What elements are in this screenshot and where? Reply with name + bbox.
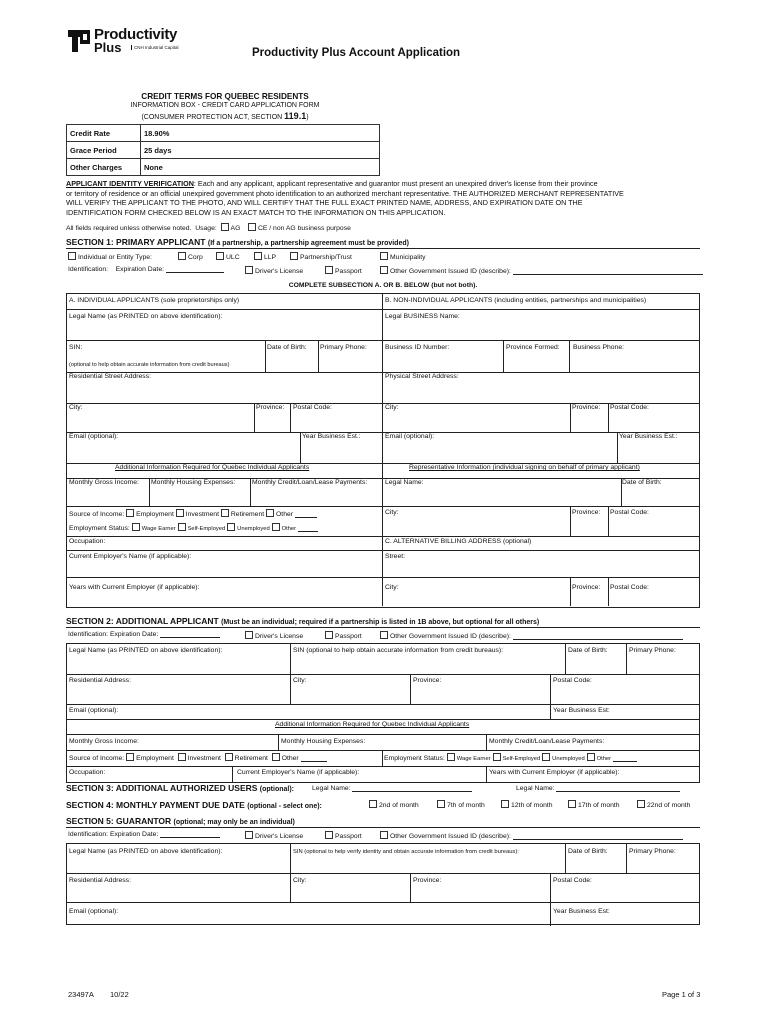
s2-primary-phone-field[interactable]: Primary Phone: (629, 647, 676, 654)
sin-field[interactable]: SIN: (69, 344, 83, 351)
identification-row: Identification: Expiration Date: (68, 266, 224, 273)
rep-province-field[interactable]: Province: (572, 509, 601, 516)
drivers-license-checkbox[interactable] (245, 266, 253, 274)
s2-gross-income-field[interactable]: Monthly Gross Income: (69, 738, 139, 745)
physical-street-field[interactable]: Physical Street Address: (385, 373, 459, 380)
table-row (67, 142, 380, 159)
rep-dob-field[interactable]: Date of Birth: (622, 479, 662, 486)
s2-email-field[interactable]: Email (optional): (69, 707, 119, 714)
passport-checkbox[interactable] (325, 266, 333, 274)
rep-city-field[interactable]: City: (385, 509, 399, 516)
entity-type-row: Individual or Entity Type: (68, 252, 152, 261)
s2-other-income-checkbox[interactable] (272, 753, 280, 761)
brand-name-line2: Plus (94, 40, 122, 55)
postal-code-field[interactable]: Postal Code: (293, 404, 332, 411)
s2-identification-row: Identification: Expiration Date: (68, 631, 220, 638)
primary-phone-field[interactable]: Primary Phone: (320, 344, 367, 351)
section1-title: SECTION 1: PRIMARY APPLICANT (If a partnership, a partnership agreement must be provided) (66, 237, 409, 247)
s5-dob-field[interactable]: Date of Birth: (568, 848, 608, 855)
productivity-plus-logo-icon (68, 30, 90, 52)
b-province-field[interactable]: Province: (572, 404, 601, 411)
s2-employer-field[interactable]: Current Employer's Name (if applicable): (237, 769, 360, 776)
ulc-checkbox[interactable] (216, 252, 224, 260)
other-charges-label: Other Charges (67, 159, 141, 176)
s2-employment-status-row: Employment Status: Wage Earner Self-Employed Unemployed Other (384, 753, 637, 762)
s2-additional-info-heading: Additional Information Required for Quebec Individual Applicants (275, 721, 470, 728)
province-formed-field[interactable]: Province Formed: (506, 344, 560, 351)
grace-period-value: 25 days (141, 142, 380, 159)
s2-employment-checkbox[interactable] (126, 753, 134, 761)
credit-terms-sub1: INFORMATION BOX - CREDIT CARD APPLICATION FORM (130, 102, 320, 109)
b-city-field[interactable]: City: (385, 404, 399, 411)
form-date: 10/22 (110, 990, 129, 999)
alt-street-field[interactable]: Street: (385, 553, 406, 560)
partnership-checkbox[interactable] (290, 252, 298, 260)
s5-primary-phone-field[interactable]: Primary Phone: (629, 848, 676, 855)
s2-investment-checkbox[interactable] (178, 753, 186, 761)
city-field[interactable]: City: (69, 404, 83, 411)
source-income-row: Source of Income: Employment Investment Retirement Other (69, 509, 317, 518)
s2-passport-checkbox[interactable] (325, 631, 333, 639)
s2-housing-field[interactable]: Monthly Housing Expenses: (281, 738, 366, 745)
sin-note: (optional to help obtain accurate information from credit bureaus) (69, 362, 230, 368)
occupation-field[interactable]: Occupation: (69, 538, 106, 545)
brand-sub: CNH Industrial Capital (131, 45, 179, 50)
s2-self-employed-checkbox[interactable] (493, 753, 501, 761)
section1-grid (66, 293, 700, 608)
credit-rate-label: Credit Rate (67, 125, 141, 142)
investment-checkbox[interactable] (176, 509, 184, 517)
other-charges-value: None (141, 159, 380, 176)
rep-postal-field[interactable]: Postal Code: (610, 509, 649, 516)
due-12th-checkbox[interactable] (501, 800, 509, 808)
individual-checkbox[interactable] (68, 252, 76, 260)
complete-note: COMPLETE SUBSECTION A. OR B. BELOW (but not both). (288, 282, 478, 289)
residential-street-field[interactable]: Residential Street Address: (69, 373, 151, 380)
retirement-checkbox[interactable] (221, 509, 229, 517)
table-row (67, 125, 380, 142)
dob-field[interactable]: Date of Birth: (267, 344, 307, 351)
representative-info-heading: Representative Information (individual signing on behalf of primary applicant) (409, 464, 640, 471)
additional-info-heading: Additional Information Required for Quebec Individual Applicants (115, 464, 310, 471)
s2-unemployed-checkbox[interactable] (542, 753, 550, 761)
s3-legal-name-1[interactable]: Legal Name: (312, 785, 472, 792)
s5-sin-field[interactable]: SIN (optional to help verify identity and obtain accurate information from credit bureaus): (293, 849, 519, 855)
s5-identification-row: Identification: Expiration Date: (68, 831, 220, 838)
other-id-checkbox[interactable] (380, 266, 388, 274)
other-status-checkbox[interactable] (272, 523, 280, 531)
s2-province-field[interactable]: Province: (413, 677, 442, 684)
s2-retirement-checkbox[interactable] (225, 753, 233, 761)
alt-billing-heading: C. ALTERNATIVE BILLING ADDRESS (optional) (385, 538, 532, 545)
b-postal-code-field[interactable]: Postal Code: (610, 404, 649, 411)
b-email-field[interactable]: Email (optional): (385, 433, 435, 440)
page-number: Page 1 of 3 (662, 990, 701, 999)
rep-legal-name-field[interactable]: Legal Name: (385, 479, 424, 486)
s3-legal-name-2[interactable]: Legal Name: (516, 785, 680, 792)
s5-other-id-checkbox[interactable] (380, 831, 388, 839)
due-2nd-checkbox[interactable] (369, 800, 377, 808)
subsection-a-heading: A. INDIVIDUAL APPLICANTS (sole proprietorships only) (69, 297, 240, 304)
alt-postal-field[interactable]: Postal Code: (610, 584, 649, 591)
credit-payments-field[interactable]: Monthly Credit/Loan/Lease Payments: (252, 479, 368, 486)
employment-checkbox[interactable] (126, 509, 134, 517)
subsection-b-heading: B. NON-INDIVIDUAL APPLICANTS (including entities, partnerships and municipalities) (385, 297, 647, 304)
table-row (67, 159, 380, 176)
gross-income-field[interactable]: Monthly Gross Income: (69, 479, 139, 486)
s5-province-field[interactable]: Province: (413, 877, 442, 884)
s5-email-field[interactable]: Email (optional): (69, 908, 119, 915)
identity-heading: APPLICANT IDENTITY VERIFICATION (66, 179, 194, 188)
credit-terms-table (66, 124, 380, 176)
due-22nd-checkbox[interactable] (637, 800, 645, 808)
self-employed-checkbox[interactable] (178, 523, 186, 531)
brand-name-line1: Productivity (94, 26, 178, 43)
usage-ag-checkbox[interactable] (221, 223, 229, 231)
s2-occupation-field[interactable]: Occupation: (69, 769, 106, 776)
alt-province-field[interactable]: Province: (572, 584, 601, 591)
years-employer-field[interactable]: Years with Current Employer (if applicable): (69, 584, 200, 591)
s2-city-field[interactable]: City: (293, 677, 307, 684)
llp-checkbox[interactable] (254, 252, 262, 260)
s2-sin-field[interactable]: SIN (optional to help obtain accurate information from credit bureaus): (293, 647, 504, 654)
form-number: 23497A (68, 990, 94, 999)
s2-source-income-row: Source of Income: Employment Investment Retirement Other (69, 753, 327, 762)
s2-other-id-checkbox[interactable] (380, 631, 388, 639)
year-business-field[interactable]: Year Business Est.: (302, 433, 361, 440)
alt-city-field[interactable]: City: (385, 584, 399, 591)
section4-title: SECTION 4: MONTHLY PAYMENT DUE DATE (optional - select one): (66, 800, 322, 810)
section3-title: SECTION 3: ADDITIONAL AUTHORIZED USERS (optional): (66, 783, 295, 793)
business-id-field[interactable]: Business ID Number: (385, 344, 450, 351)
s2-other-status-checkbox[interactable] (587, 753, 595, 761)
s2-postal-field[interactable]: Postal Code: (553, 677, 592, 684)
due-17th-checkbox[interactable] (568, 800, 576, 808)
province-field[interactable]: Province: (256, 404, 285, 411)
due-7th-checkbox[interactable] (437, 800, 445, 808)
s2-wage-earner-checkbox[interactable] (447, 753, 455, 761)
s2-credit-payments-field[interactable]: Monthly Credit/Loan/Lease Payments: (489, 738, 605, 745)
s2-drivers-license-checkbox[interactable] (245, 631, 253, 639)
wage-earner-checkbox[interactable] (132, 523, 140, 531)
credit-terms-sub2: (CONSUMER PROTECTION ACT, SECTION 119.1) (141, 111, 309, 121)
s5-drivers-license-checkbox[interactable] (245, 831, 253, 839)
page-title: Productivity Plus Account Application (252, 47, 461, 59)
usage-ce-checkbox[interactable] (248, 223, 256, 231)
employment-status-row: Employment Status: Wage Earner Self-Employed Unemployed Other (69, 523, 318, 532)
legal-business-name-field[interactable]: Legal BUSINESS Name: (385, 313, 460, 320)
email-field[interactable]: Email (optional): (69, 433, 119, 440)
b-year-business-field[interactable]: Year Business Est.: (619, 433, 678, 440)
credit-rate-value: 18.90% (141, 125, 380, 142)
other-income-checkbox[interactable] (266, 509, 274, 517)
s5-passport-checkbox[interactable] (325, 831, 333, 839)
business-phone-field[interactable]: Business Phone: (573, 344, 625, 351)
employer-field[interactable]: Current Employer's Name (if applicable): (69, 553, 192, 560)
housing-expenses-field[interactable]: Monthly Housing Expenses: (151, 479, 236, 486)
s2-dob-field[interactable]: Date of Birth: (568, 647, 608, 654)
s5-legal-name-field[interactable]: Legal Name (as PRINTED on above identification): (69, 848, 223, 855)
s5-residential-address-field[interactable]: Residential Address: (69, 877, 131, 884)
s5-year-business-field[interactable]: Year Business Est: (553, 908, 610, 915)
s5-postal-field[interactable]: Postal Code: (553, 877, 592, 884)
identity-verification-text: APPLICANT IDENTITY VERIFICATION: Each and any applicant, applicant representative and guarantor must present an unexpired driver's license from their province or territory of residence or an official unexpired government photo identification to an authorized merchant representative. THE AUTHORIZED MERCHANT REPRESENTATIVE WILL VERIFY THE APPLICANT TO THE PHOTO, AND WILL CERTIFY THAT THE FULL EXACT PRINTED NAME, ADDRESS, AND EXPIRATION DATE ON THE IDENTIFICATION FORM CHECKED BELOW IS AN EXACT MATCH TO THE INFORMATION ON THIS APPLICATION. (66, 179, 624, 217)
legal-name-field[interactable]: Legal Name (as PRINTED on above identification): (69, 313, 223, 320)
corp-checkbox[interactable] (178, 252, 186, 260)
s2-legal-name-field[interactable]: Legal Name (as PRINTED on above identification): (69, 647, 223, 654)
unemployed-checkbox[interactable] (227, 523, 235, 531)
credit-terms-heading: CREDIT TERMS FOR QUEBEC RESIDENTS (141, 92, 309, 101)
section5-title: SECTION 5: GUARANTOR (optional; may only be an individual) (66, 816, 295, 826)
s2-year-business-field[interactable]: Year Business Est: (553, 707, 610, 714)
section2-title: SECTION 2: ADDITIONAL APPLICANT (Must be an individual; required if a partnership is listed in 1B above, but optional for all others) (66, 616, 540, 626)
usage-row: All fields required unless otherwise noted. Usage: AG CE / non AG business purpose (66, 225, 351, 232)
s5-city-field[interactable]: City: (293, 877, 307, 884)
grace-period-label: Grace Period (67, 142, 141, 159)
s2-years-employer-field[interactable]: Years with Current Employer (if applicable): (489, 769, 620, 776)
s2-residential-address-field[interactable]: Residential Address: (69, 677, 131, 684)
municipality-checkbox[interactable] (380, 252, 388, 260)
